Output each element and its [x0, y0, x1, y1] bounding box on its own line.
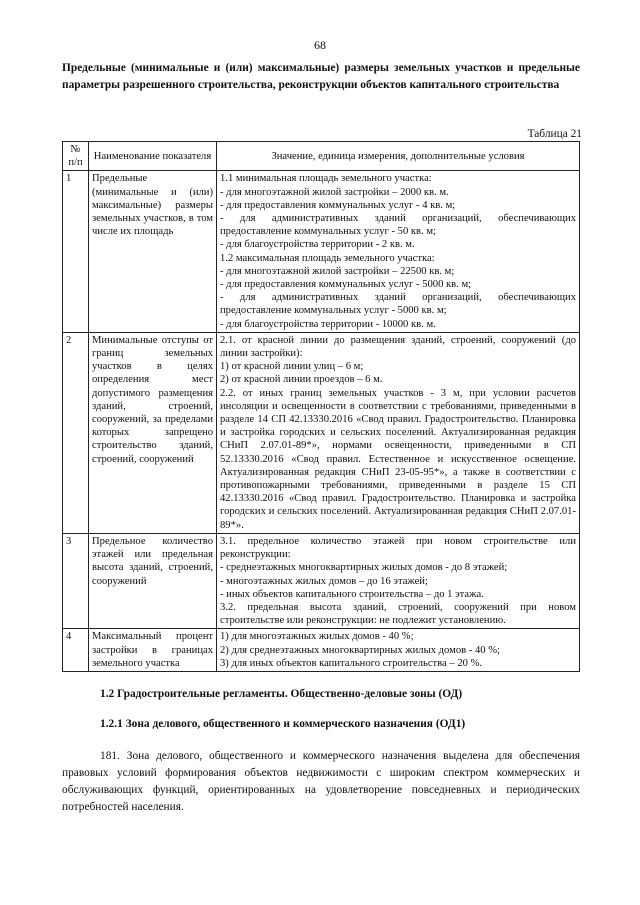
table-row: [63, 629, 580, 672]
value-line: 1) для многоэтажных жилых домов - 40 %;: [220, 631, 414, 643]
table-row: [63, 171, 580, 332]
value-line: - среднеэтажных многоквартирных жилых домов - до 8 этажей;: [220, 562, 508, 574]
value-line: 2) для среднеэтажных многоквартирных жилых домов - 40 %;: [220, 644, 500, 656]
row-number: 1: [63, 171, 89, 332]
table-row: [63, 533, 580, 628]
value-line: 2) от красной линии проездов – 6 м.: [220, 374, 383, 386]
value-line: - для благоустройства территории - 2 кв. м.: [220, 239, 415, 251]
value-line: - для предоставления коммунальных услуг - 5000 кв. м;: [220, 279, 472, 291]
page-number: 68: [314, 38, 326, 52]
value-line: 2.1. от красной линии до размещения зданий, строений, сооружений (до линии застройки):: [220, 334, 576, 360]
value-line: 2.2. от иных границ земельных участков - 3 м, при условии расчетов инсоляции и освещенности в соответствии с требованиями, приведенными в разделе 14 СП 42.13330.2016 «Свод правил. Градостроительство. Планировка и застройка городских и сельских поселений. Актуализированная редакция СНиП 2.07.01-89*», нормами освещенности, приведенными в СП 52.13330.2016 «Свод правил. Естественное и искусственное освещение. Актуализированная редакция СНиП 23-05-95*», а также в соответствии с противопожарными требованиями, приведенными в разделе 15 СП 42.13330.2016 «Свод правил. Градостроительство. Планировка и застройка городских и сельских поселений. Актуализированная редакция СНиП 2.07.01-89*».: [220, 387, 576, 531]
indicator-name: Предельные (минимальные и (или) максимальные) размеры земельных участков, в том числе их площадь: [89, 171, 217, 332]
value-line: - для административных зданий организаций, обеспечивающих предоставление коммунальных услуг - 50 кв. м;: [220, 213, 576, 238]
row-number: 3: [63, 533, 89, 628]
indicator-name: Максимальный процент застройки в границах земельного участка: [89, 629, 217, 672]
value-line: - для многоэтажной жилой застройки – 22500 кв. м;: [220, 265, 455, 277]
value-line: - для многоэтажной жилой застройки – 2000 кв. м.: [220, 186, 449, 198]
value-line: - многоэтажных жилых домов – до 16 этажей;: [220, 575, 428, 587]
header-indicator-name: Наименование показателя: [89, 142, 217, 171]
header-value: Значение, единица измерения, дополнительные условия: [217, 142, 580, 171]
row-number: 4: [63, 629, 89, 672]
value-line: - для административных зданий организаций, обеспечивающих предоставление коммунальных услуг - 5000 кв. м;: [220, 292, 576, 317]
parameters-table: [62, 141, 580, 672]
section-heading-zones: 1.2 Градостроительные регламенты. Общественно-деловые зоны (ОД): [100, 688, 463, 700]
indicator-value: [217, 533, 580, 628]
page-heading: Предельные (минимальные и (или) максимальные) размеры земельных участков и предельные параметры разрешенного строительства, реконструкции объектов капитального строительства: [62, 62, 580, 91]
section-heading-od1: 1.2.1 Зона делового, общественного и коммерческого назначения (ОД1): [100, 718, 466, 730]
body-paragraph: 181. Зона делового, общественного и коммерческого назначения выделена для обеспечения правовых условий формирования объектов недвижимости с широким спектром коммерческих и обслуживающих функций, ориентированных на удовлетворение повседневных и периодических потребностей населения.: [62, 750, 580, 813]
value-line: - иных объектов капитального строительства – до 1 этажа.: [220, 588, 484, 600]
table-header-row: [63, 142, 580, 171]
row-number: 2: [63, 332, 89, 533]
value-line: - для предоставления коммунальных услуг - 4 кв. м;: [220, 199, 456, 211]
indicator-value: [217, 332, 580, 533]
value-line: - для благоустройства территории - 10000 кв. м.: [220, 318, 436, 330]
header-number: № п/п: [63, 142, 89, 171]
value-line: 1.2 максимальная площадь земельного участка:: [220, 252, 435, 264]
value-line: 3) для иных объектов капитального строительства – 20 %.: [220, 657, 483, 669]
value-line: 1.1 минимальная площадь земельного участка:: [220, 173, 432, 185]
indicator-name: Предельное количество этажей или предельная высота зданий, строений, сооружений: [89, 533, 217, 628]
value-line: 3.1. предельное количество этажей при новом строительстве или реконструкции:: [220, 535, 576, 561]
table-caption: Таблица 21: [527, 128, 582, 140]
value-line: 1) от красной линии улиц – 6 м;: [220, 361, 364, 373]
indicator-name: Минимальные отступы от границ земельных участков в целях определения мест допустимого размещения зданий, строений, сооружений, за пределами которых запрещено строительство зданий, строений, сооружений: [89, 332, 217, 533]
indicator-value: [217, 629, 580, 672]
indicator-value: [217, 171, 580, 332]
value-line: 3.2. предельная высота зданий, строений, сооружений при новом строительстве или реконструкции: не подлежит установлению.: [220, 601, 576, 627]
table-row: [63, 332, 580, 533]
